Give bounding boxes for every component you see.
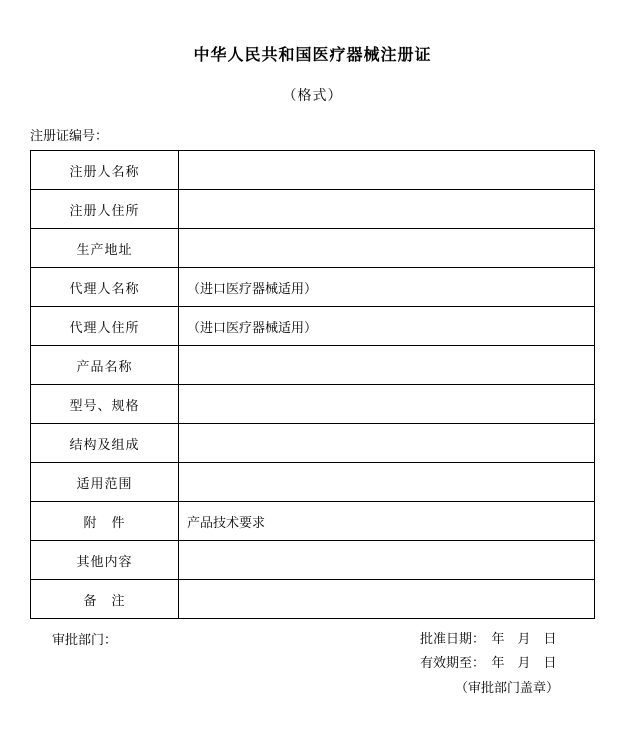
- row-label: 结构及组成: [31, 424, 179, 463]
- table-row: [31, 541, 595, 580]
- row-value[interactable]: [179, 541, 595, 580]
- row-value[interactable]: [179, 385, 595, 424]
- table-row: [31, 307, 595, 346]
- table-row: [31, 346, 595, 385]
- valid-until-label: 有效期至： 年 月 日: [420, 656, 557, 671]
- approval-date-label: 批准日期： 年 月 日: [420, 632, 557, 647]
- table-row: [31, 463, 595, 502]
- table-row: [31, 151, 595, 190]
- table-row: [31, 424, 595, 463]
- row-label: 附 件: [31, 502, 179, 541]
- certificate-number-label: 注册证编号：: [30, 129, 109, 144]
- row-value[interactable]: [179, 151, 595, 190]
- row-label: 其他内容: [31, 541, 179, 580]
- row-label: 型号、规格: [31, 385, 179, 424]
- table-row: [31, 229, 595, 268]
- table-row: [31, 268, 595, 307]
- row-value[interactable]: 产品技术要求: [179, 502, 595, 541]
- document-footer: [0, 629, 625, 719]
- row-label: 适用范围: [31, 463, 179, 502]
- row-label: 注册人住所: [31, 190, 179, 229]
- row-value[interactable]: [179, 580, 595, 619]
- row-label: 生产地址: [31, 229, 179, 268]
- approval-dates: [420, 629, 557, 675]
- row-label: 备 注: [31, 580, 179, 619]
- row-label: 注册人名称: [31, 151, 179, 190]
- page-subtitle: （格式）: [282, 88, 343, 104]
- row-label: 产品名称: [31, 346, 179, 385]
- page-title: 中华人民共和国医疗器械注册证: [193, 45, 432, 64]
- registration-form-table: [30, 150, 595, 619]
- document-page: [0, 42, 625, 730]
- row-label: 代理人名称: [31, 268, 179, 307]
- row-value[interactable]: [179, 190, 595, 229]
- row-value[interactable]: （进口医疗器械适用）: [179, 268, 595, 307]
- table-row: [31, 385, 595, 424]
- row-value[interactable]: （进口医疗器械适用）: [179, 307, 595, 346]
- table-row: [31, 502, 595, 541]
- table-row: [31, 580, 595, 619]
- table-row: [31, 190, 595, 229]
- row-value[interactable]: [179, 424, 595, 463]
- row-label: 代理人住所: [31, 307, 179, 346]
- row-value[interactable]: [179, 463, 595, 502]
- approval-department-label: 审批部门：: [52, 633, 118, 648]
- row-value[interactable]: [179, 229, 595, 268]
- seal-note: （审批部门盖章）: [455, 681, 560, 696]
- row-value[interactable]: [179, 346, 595, 385]
